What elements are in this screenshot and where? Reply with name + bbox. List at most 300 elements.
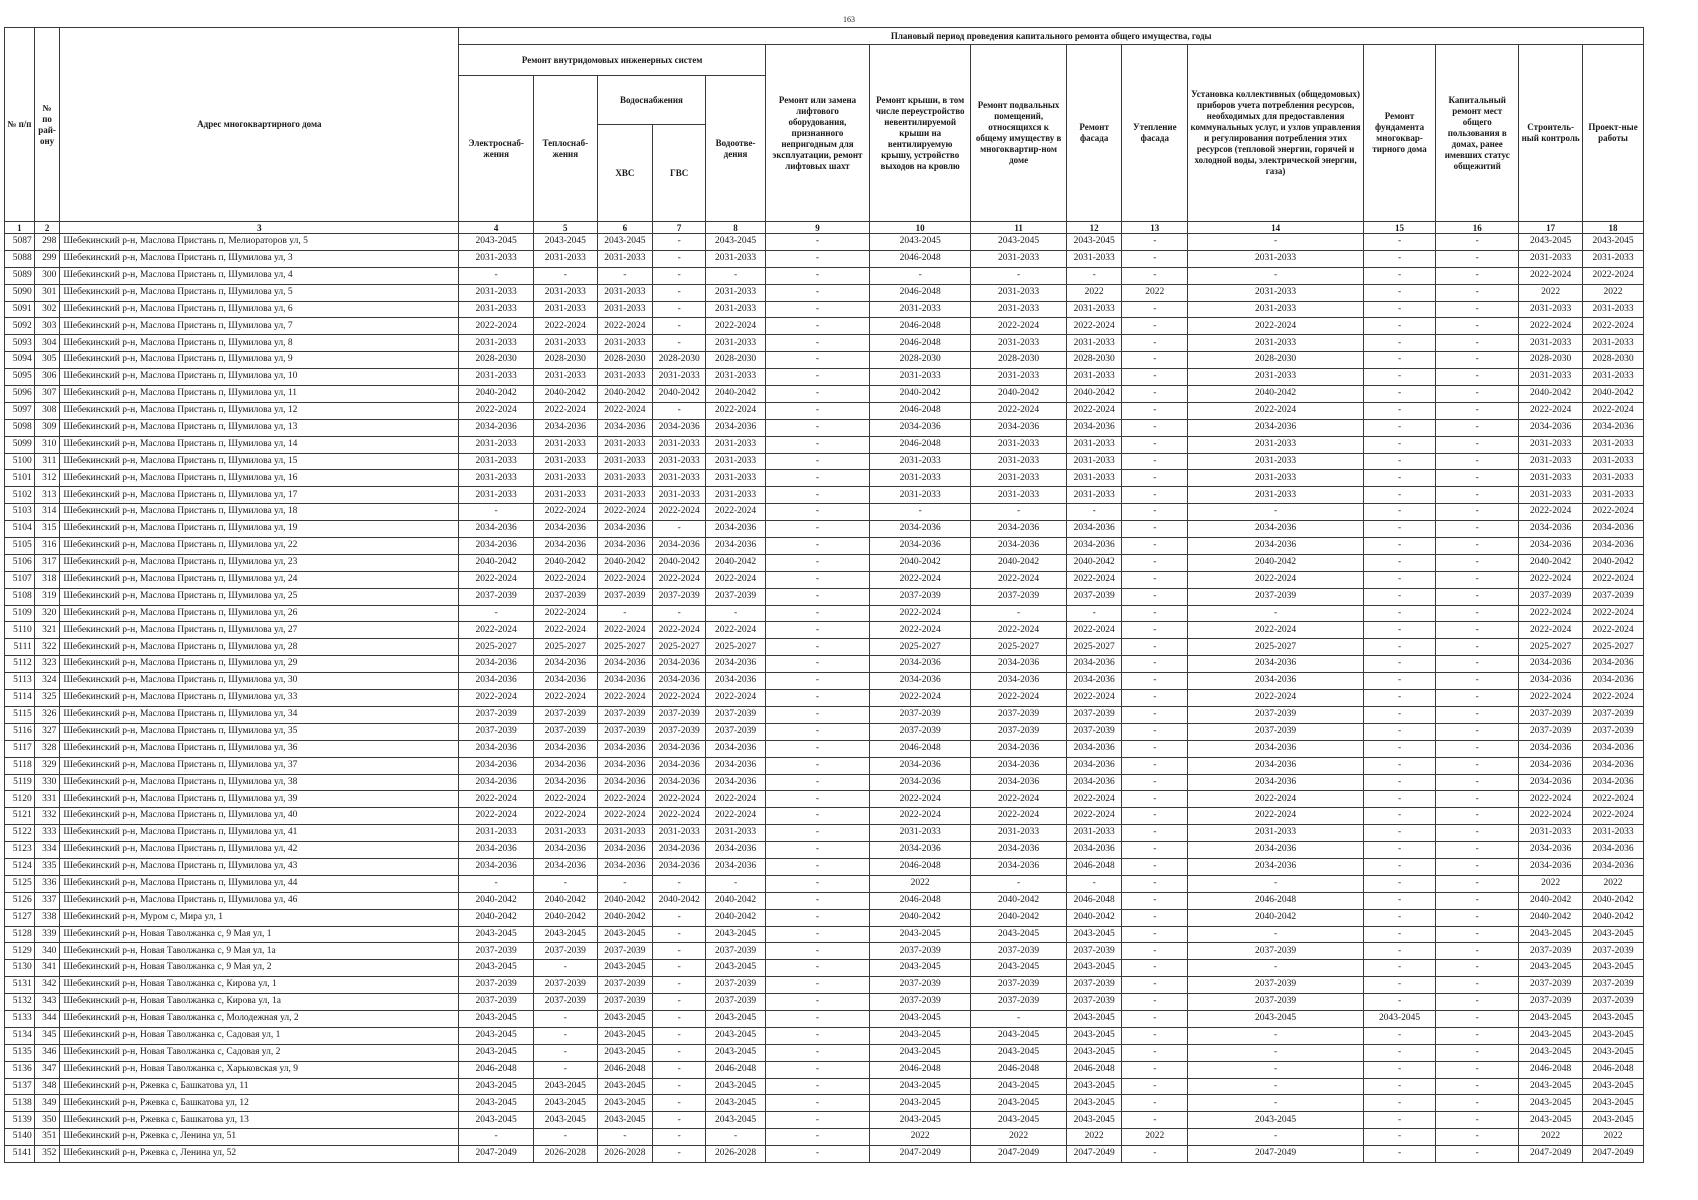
table-cell: 2043-2045	[870, 1010, 971, 1027]
table-cell: 2031-2033	[1188, 487, 1364, 504]
table-cell: 2037-2039	[533, 994, 597, 1011]
table-cell: 2022-2024	[533, 571, 597, 588]
table-cell: 303	[34, 318, 60, 335]
table-cell: 5118	[5, 757, 35, 774]
table-row	[5, 639, 1644, 656]
table-cell: -	[653, 943, 706, 960]
table-cell: 2031-2033	[706, 369, 766, 386]
table-cell: 2037-2039	[1188, 977, 1364, 994]
table-cell: 2022-2024	[1519, 571, 1583, 588]
table-cell: 2034-2036	[533, 538, 597, 555]
address-cell: Шебекинский р-н, Новая Таволжанка с, Харьковская ул, 9	[60, 1061, 459, 1078]
table-cell: 2031-2033	[459, 369, 533, 386]
table-cell: 2031-2033	[971, 369, 1067, 386]
column-number: 4	[459, 222, 533, 234]
table-cell: 2043-2045	[1519, 1010, 1583, 1027]
table-cell: 2034-2036	[1519, 673, 1583, 690]
table-cell: 2034-2036	[459, 774, 533, 791]
table-cell: -	[1363, 909, 1435, 926]
table-cell: 2046-2048	[1066, 1061, 1121, 1078]
table-row	[5, 791, 1644, 808]
table-row	[5, 538, 1644, 555]
table-cell: 2028-2030	[971, 352, 1067, 369]
table-cell: -	[765, 1112, 869, 1129]
table-body	[5, 234, 1644, 1163]
table-cell: 2046-2048	[870, 335, 971, 352]
table-cell: -	[1122, 453, 1188, 470]
table-cell: 2022-2024	[706, 690, 766, 707]
table-cell: -	[1188, 875, 1364, 892]
address-cell: Шебекинский р-н, Маслова Пристань п, Шумилова ул, 24	[60, 571, 459, 588]
table-cell: 2034-2036	[533, 673, 597, 690]
table-cell: 340	[34, 943, 60, 960]
table-cell: 2022-2024	[1519, 605, 1583, 622]
table-cell: -	[765, 504, 869, 521]
table-cell: 2043-2045	[1066, 1078, 1121, 1095]
table-cell: 311	[34, 453, 60, 470]
table-cell: 2031-2033	[870, 453, 971, 470]
col-meters-header: Установка коллективных (общедомовых) приборов учета потребления ресурсов, необходимых для предоставления коммунальных услуг, и узлов управления и регулирования потребления этих ресурсов (тепловой энергии, горячей и холодной воды, электрической энергии, газа)	[1188, 45, 1364, 222]
table-cell: 5141	[5, 1146, 35, 1163]
table-cell: 5114	[5, 690, 35, 707]
table-cell: -	[1363, 943, 1435, 960]
table-cell: 2037-2039	[597, 706, 652, 723]
table-cell: 5134	[5, 1027, 35, 1044]
table-cell: -	[1436, 791, 1519, 808]
table-cell: 2037-2039	[1066, 588, 1121, 605]
table-cell: 2043-2045	[971, 1044, 1067, 1061]
table-cell: -	[1188, 1095, 1364, 1112]
table-row	[5, 774, 1644, 791]
table-cell: -	[765, 538, 869, 555]
table-cell: 5137	[5, 1078, 35, 1095]
table-cell: -	[1436, 538, 1519, 555]
table-cell: -	[653, 301, 706, 318]
table-cell: 2043-2045	[706, 1027, 766, 1044]
table-cell: 2022-2024	[653, 808, 706, 825]
column-number: 14	[1188, 222, 1364, 234]
table-cell: 5097	[5, 402, 35, 419]
table-cell: 326	[34, 706, 60, 723]
table-cell: -	[765, 639, 869, 656]
table-cell: 5124	[5, 858, 35, 875]
table-cell: 2034-2036	[1066, 774, 1121, 791]
table-cell: 2037-2039	[597, 943, 652, 960]
table-cell: 2034-2036	[597, 538, 652, 555]
table-cell: 2037-2039	[1519, 588, 1583, 605]
table-row	[5, 335, 1644, 352]
table-cell: 2028-2030	[597, 352, 652, 369]
table-cell: 2037-2039	[870, 977, 971, 994]
table-cell: 2025-2027	[870, 639, 971, 656]
table-cell: 2040-2042	[533, 909, 597, 926]
table-cell: -	[971, 1010, 1067, 1027]
table-cell: 2034-2036	[653, 656, 706, 673]
table-cell: 2034-2036	[706, 673, 766, 690]
table-cell: 2031-2033	[597, 470, 652, 487]
table-cell: 2040-2042	[533, 554, 597, 571]
address-cell: Шебекинский р-н, Новая Таволжанка с, 9 Мая ул, 1а	[60, 943, 459, 960]
table-cell: -	[765, 453, 869, 470]
table-cell: 2022-2024	[1583, 791, 1644, 808]
table-cell: 2046-2048	[870, 436, 971, 453]
table-cell: 2046-2048	[597, 1061, 652, 1078]
table-cell: 2031-2033	[706, 250, 766, 267]
table-cell: 2040-2042	[870, 909, 971, 926]
table-cell: 2031-2033	[971, 284, 1067, 301]
table-cell: 2034-2036	[870, 538, 971, 555]
table-cell: 2022	[1519, 875, 1583, 892]
table-cell: 2043-2045	[597, 960, 652, 977]
address-cell: Шебекинский р-н, Маслова Пристань п, Шумилова ул, 17	[60, 487, 459, 504]
table-cell: 2034-2036	[706, 538, 766, 555]
address-cell: Шебекинский р-н, Маслова Пристань п, Шумилова ул, 3	[60, 250, 459, 267]
table-cell: 5096	[5, 386, 35, 403]
table-cell: 2022-2024	[1583, 571, 1644, 588]
table-cell: -	[1436, 960, 1519, 977]
table-cell: -	[1436, 825, 1519, 842]
table-cell: 2034-2036	[870, 673, 971, 690]
table-cell: -	[1436, 1078, 1519, 1095]
table-cell: 2043-2045	[1519, 1044, 1583, 1061]
table-row	[5, 909, 1644, 926]
table-cell: 314	[34, 504, 60, 521]
table-cell: 2025-2027	[1583, 639, 1644, 656]
table-cell: -	[1436, 504, 1519, 521]
table-cell: 2046-2048	[1583, 1061, 1644, 1078]
table-cell: 2040-2042	[1188, 554, 1364, 571]
address-cell: Шебекинский р-н, Маслова Пристань п, Шумилова ул, 25	[60, 588, 459, 605]
table-cell: 2043-2045	[533, 1095, 597, 1112]
address-cell: Шебекинский р-н, Ржевка с, Башкатова ул, 13	[60, 1112, 459, 1129]
table-cell: 2034-2036	[459, 673, 533, 690]
table-cell: 2031-2033	[653, 470, 706, 487]
table-cell: -	[1363, 1146, 1435, 1163]
table-cell: -	[653, 284, 706, 301]
table-cell: 2022-2024	[706, 622, 766, 639]
table-cell: -	[1363, 977, 1435, 994]
table-cell: 2034-2036	[1583, 521, 1644, 538]
table-cell: 2043-2045	[1583, 1095, 1644, 1112]
table-cell: -	[1363, 554, 1435, 571]
table-cell: 2031-2033	[1188, 825, 1364, 842]
table-cell: 2043-2045	[870, 1078, 971, 1095]
table-cell: -	[653, 1010, 706, 1027]
table-cell: 2028-2030	[1519, 352, 1583, 369]
table-row	[5, 504, 1644, 521]
table-row	[5, 1112, 1644, 1129]
table-cell: -	[1363, 267, 1435, 284]
table-cell: 2022-2024	[597, 504, 652, 521]
table-cell: 2037-2039	[653, 588, 706, 605]
table-cell: 2022-2024	[971, 318, 1067, 335]
table-cell: 2043-2045	[971, 1095, 1067, 1112]
table-cell: 2037-2039	[971, 723, 1067, 740]
table-cell: 2046-2048	[870, 1061, 971, 1078]
table-cell: -	[1122, 673, 1188, 690]
table-cell: 2031-2033	[971, 825, 1067, 842]
table-cell: 2046-2048	[1188, 892, 1364, 909]
table-cell: 2043-2045	[533, 926, 597, 943]
table-cell: 2022-2024	[1519, 622, 1583, 639]
col-insulation-header: Утепление фасада	[1122, 45, 1188, 222]
table-cell: -	[765, 943, 869, 960]
address-cell: Шебекинский р-н, Маслова Пристань п, Шумилова ул, 30	[60, 673, 459, 690]
table-cell: 2034-2036	[653, 673, 706, 690]
table-cell: 5130	[5, 960, 35, 977]
table-cell: 5132	[5, 994, 35, 1011]
table-cell: 336	[34, 875, 60, 892]
table-cell: 2040-2042	[1583, 909, 1644, 926]
table-cell: 334	[34, 842, 60, 859]
table-cell: 2043-2045	[459, 234, 533, 251]
table-cell: 2040-2042	[1583, 386, 1644, 403]
table-cell: -	[1436, 571, 1519, 588]
table-cell: 2040-2042	[459, 892, 533, 909]
table-cell: -	[1122, 639, 1188, 656]
table-cell: 2022-2024	[706, 791, 766, 808]
table-cell: 2040-2042	[653, 554, 706, 571]
table-cell: 2022-2024	[706, 571, 766, 588]
table-cell: 2025-2027	[706, 639, 766, 656]
table-cell: -	[765, 605, 869, 622]
table-cell: 2031-2033	[971, 453, 1067, 470]
table-cell: 339	[34, 926, 60, 943]
table-cell: -	[765, 436, 869, 453]
table-cell: 5089	[5, 267, 35, 284]
table-cell: 5106	[5, 554, 35, 571]
table-cell: -	[1363, 622, 1435, 639]
table-cell: 2040-2042	[971, 386, 1067, 403]
table-cell: 2037-2039	[870, 706, 971, 723]
table-cell: 5091	[5, 301, 35, 318]
table-cell: -	[1122, 267, 1188, 284]
table-cell: 2037-2039	[1188, 723, 1364, 740]
table-row	[5, 1044, 1644, 1061]
table-cell: -	[1188, 504, 1364, 521]
table-cell: -	[1363, 301, 1435, 318]
table-cell: 2040-2042	[971, 554, 1067, 571]
table-cell: 2037-2039	[870, 994, 971, 1011]
table-cell: 2031-2033	[971, 335, 1067, 352]
table-cell: -	[1122, 538, 1188, 555]
table-cell: 2046-2048	[870, 892, 971, 909]
table-cell: 2043-2045	[1188, 1112, 1364, 1129]
table-cell: -	[1363, 335, 1435, 352]
table-row	[5, 842, 1644, 859]
table-cell: 2031-2033	[1066, 369, 1121, 386]
table-cell: 2043-2045	[1519, 1027, 1583, 1044]
table-cell: -	[459, 875, 533, 892]
table-cell: 2037-2039	[706, 977, 766, 994]
table-cell: -	[1436, 402, 1519, 419]
table-cell: 2046-2048	[870, 402, 971, 419]
table-cell: 2043-2045	[870, 1027, 971, 1044]
table-row	[5, 487, 1644, 504]
table-cell: -	[1436, 757, 1519, 774]
address-cell: Шебекинский р-н, Маслова Пристань п, Шумилова ул, 4	[60, 267, 459, 284]
table-cell: 328	[34, 740, 60, 757]
table-cell: 2034-2036	[597, 673, 652, 690]
table-cell: -	[765, 571, 869, 588]
table-cell: 2031-2033	[1066, 250, 1121, 267]
table-cell: 2034-2036	[1519, 740, 1583, 757]
table-cell: 2034-2036	[706, 740, 766, 757]
table-cell: 2022-2024	[597, 808, 652, 825]
table-cell: -	[706, 875, 766, 892]
table-cell: -	[1066, 504, 1121, 521]
table-cell: 2037-2039	[653, 723, 706, 740]
col-hvs-header: ХВС	[597, 125, 652, 222]
table-cell: 330	[34, 774, 60, 791]
table-cell: -	[1436, 875, 1519, 892]
table-cell: 317	[34, 554, 60, 571]
table-cell: 2022	[1519, 1129, 1583, 1146]
table-cell: 2037-2039	[971, 994, 1067, 1011]
table-cell: 2031-2033	[1066, 335, 1121, 352]
table-cell: -	[1122, 521, 1188, 538]
table-cell: -	[1122, 1061, 1188, 1078]
capital-repair-table	[4, 27, 1644, 1163]
table-cell: 2031-2033	[1519, 369, 1583, 386]
table-cell: 2034-2036	[870, 774, 971, 791]
address-cell: Шебекинский р-н, Маслова Пристань п, Шумилова ул, 16	[60, 470, 459, 487]
table-cell: -	[1188, 1027, 1364, 1044]
table-cell: 2043-2045	[706, 1010, 766, 1027]
table-cell: 2031-2033	[459, 301, 533, 318]
table-row	[5, 1027, 1644, 1044]
table-cell: -	[653, 267, 706, 284]
table-cell: 2025-2027	[1519, 639, 1583, 656]
table-cell: 2040-2042	[653, 386, 706, 403]
table-cell: 2043-2045	[1519, 926, 1583, 943]
table-cell: 2028-2030	[533, 352, 597, 369]
table-cell: -	[1122, 808, 1188, 825]
address-cell: Шебекинский р-н, Ржевка с, Башкатова ул, 12	[60, 1095, 459, 1112]
table-cell: -	[765, 386, 869, 403]
table-cell: -	[653, 960, 706, 977]
table-cell: 312	[34, 470, 60, 487]
col-roof-header: Ремонт крыши, в том числе переустройство невентилируемой крыши на вентилируемую крышу, устройство выходов на кровлю	[870, 45, 971, 222]
table-cell: -	[1436, 723, 1519, 740]
table-cell: -	[765, 588, 869, 605]
table-cell: 2043-2045	[706, 1112, 766, 1129]
table-cell: 2031-2033	[1188, 284, 1364, 301]
table-cell: 2043-2045	[1066, 1095, 1121, 1112]
table-cell: 2031-2033	[1188, 453, 1364, 470]
table-cell: -	[1363, 858, 1435, 875]
table-cell: 2034-2036	[1188, 774, 1364, 791]
column-number: 2	[34, 222, 60, 234]
table-cell: 2031-2033	[1188, 470, 1364, 487]
table-cell: 2037-2039	[971, 588, 1067, 605]
table-cell: 2040-2042	[706, 386, 766, 403]
table-cell: -	[1436, 419, 1519, 436]
table-cell: 2022-2024	[1583, 622, 1644, 639]
table-cell: 5123	[5, 842, 35, 859]
table-cell: -	[1436, 622, 1519, 639]
table-cell: -	[1363, 808, 1435, 825]
table-cell: 2037-2039	[597, 723, 652, 740]
table-cell: 2031-2033	[533, 335, 597, 352]
table-cell: 304	[34, 335, 60, 352]
table-cell: -	[765, 706, 869, 723]
table-cell: -	[653, 521, 706, 538]
table-cell: -	[765, 842, 869, 859]
address-cell: Шебекинский р-н, Маслова Пристань п, Шумилова ул, 44	[60, 875, 459, 892]
table-cell: -	[1188, 1078, 1364, 1095]
table-row	[5, 757, 1644, 774]
table-cell: 2022-2024	[533, 690, 597, 707]
table-cell: -	[1363, 639, 1435, 656]
table-cell: 2031-2033	[1066, 470, 1121, 487]
table-cell: 2022-2024	[533, 791, 597, 808]
table-cell: -	[765, 234, 869, 251]
table-cell: 2034-2036	[971, 521, 1067, 538]
table-cell: 2025-2027	[533, 639, 597, 656]
table-cell: 2034-2036	[459, 858, 533, 875]
table-cell: 2026-2028	[706, 1146, 766, 1163]
table-cell: 2034-2036	[597, 521, 652, 538]
table-cell: 5102	[5, 487, 35, 504]
table-cell: -	[1363, 690, 1435, 707]
table-cell: 5127	[5, 909, 35, 926]
engineering-header: Ремонт внутридомовых инженерных систем	[459, 45, 765, 76]
table-cell: 2034-2036	[1583, 673, 1644, 690]
table-cell: 2043-2045	[870, 926, 971, 943]
table-cell: 345	[34, 1027, 60, 1044]
table-cell: -	[1363, 318, 1435, 335]
col-num-header: № п/п	[5, 28, 35, 222]
table-cell: -	[1436, 1010, 1519, 1027]
table-cell: -	[765, 875, 869, 892]
table-cell: 2037-2039	[1583, 588, 1644, 605]
table-cell: 2043-2045	[1583, 1078, 1644, 1095]
table-cell: 332	[34, 808, 60, 825]
table-cell: 2034-2036	[597, 858, 652, 875]
table-cell: 2046-2048	[870, 284, 971, 301]
table-cell: 2031-2033	[533, 369, 597, 386]
table-cell: 322	[34, 639, 60, 656]
table-cell: -	[533, 1061, 597, 1078]
column-number: 12	[1066, 222, 1121, 234]
table-cell: 2022-2024	[1188, 791, 1364, 808]
table-cell: 5112	[5, 656, 35, 673]
table-cell: 2031-2033	[533, 453, 597, 470]
table-cell: -	[653, 875, 706, 892]
table-cell: -	[1122, 791, 1188, 808]
table-cell: -	[1436, 926, 1519, 943]
table-cell: -	[1122, 605, 1188, 622]
table-cell: 2034-2036	[533, 521, 597, 538]
table-cell: 2043-2045	[1363, 1010, 1435, 1027]
table-cell: 2034-2036	[1519, 858, 1583, 875]
table-cell: 2031-2033	[1188, 335, 1364, 352]
table-cell: -	[1122, 909, 1188, 926]
table-cell: 2034-2036	[971, 858, 1067, 875]
table-cell: -	[1122, 706, 1188, 723]
table-cell: 2028-2030	[653, 352, 706, 369]
table-cell: -	[459, 605, 533, 622]
table-cell: -	[653, 1146, 706, 1163]
table-cell: 5090	[5, 284, 35, 301]
table-row	[5, 521, 1644, 538]
table-cell: 2046-2048	[459, 1061, 533, 1078]
table-cell: 2022-2024	[533, 318, 597, 335]
table-cell: 2040-2042	[706, 892, 766, 909]
table-cell: 2031-2033	[597, 250, 652, 267]
address-cell: Шебекинский р-н, Ржевка с, Ленина ул, 52	[60, 1146, 459, 1163]
